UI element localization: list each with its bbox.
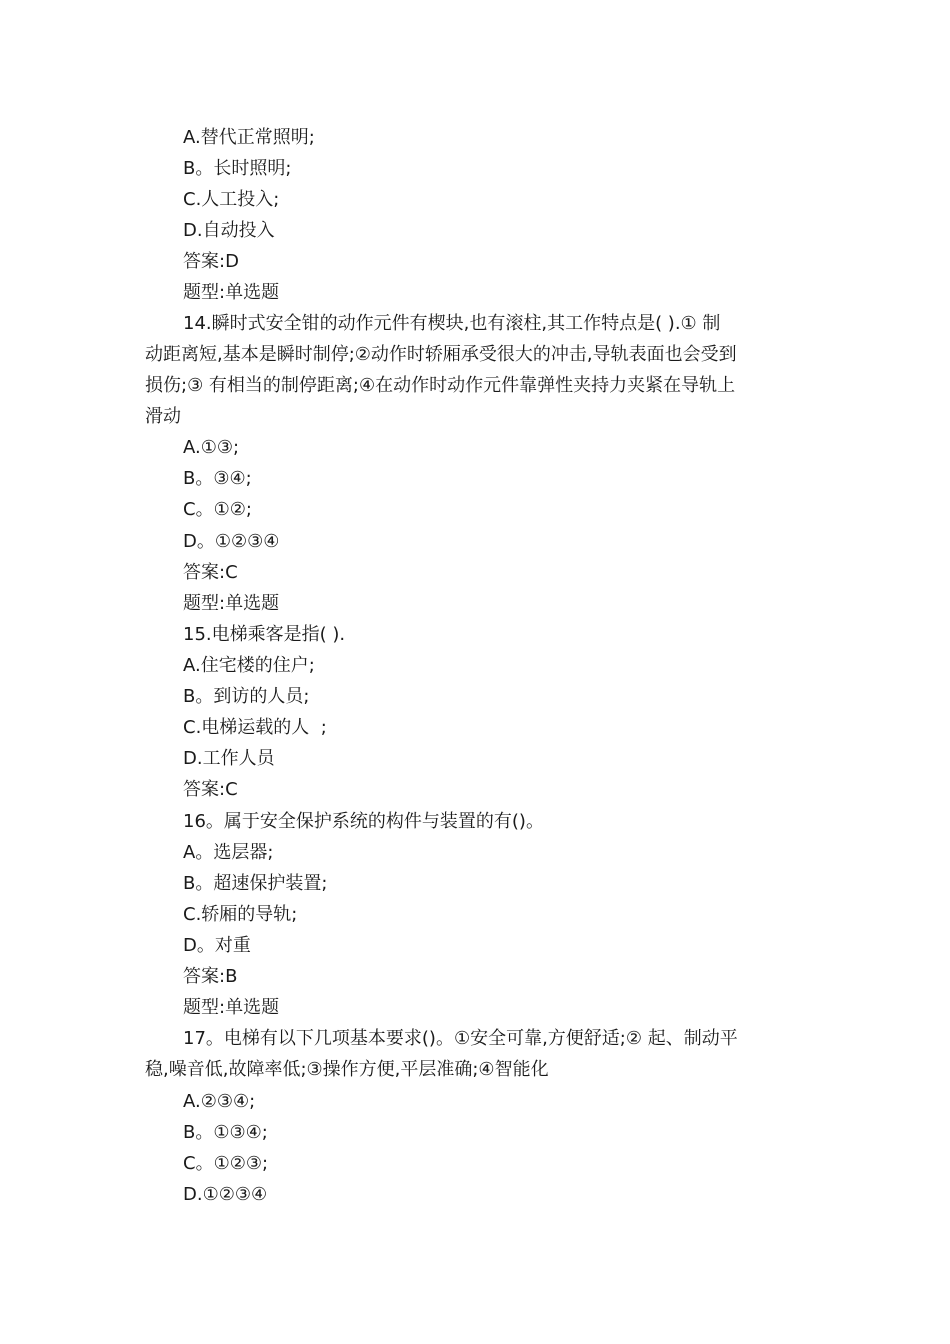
q16-answer: 答案:B [183,966,238,987]
q14-type: 题型:单选题 [183,593,280,614]
q17-option-c: C。①②③; [183,1153,269,1174]
q14-option-c: C。①②; [183,499,252,520]
q13-option-a: A.替代正常照明; [183,127,315,148]
q13-option-c: C.人工投入; [183,189,280,210]
q16-stem: 16。属于安全保护系统的构件与装置的有()。 [183,811,544,832]
q13-option-d: D.自动投入 [183,220,275,241]
q14-option-b: B。③④; [183,468,252,489]
q14-option-a: A.①③; [183,437,240,458]
q15-option-b: B。到访的人员; [183,686,310,707]
q17-stem-line-1: 17。电梯有以下几项基本要求()。①安全可靠,方便舒适;② 起、制动平 [183,1028,738,1049]
q17-option-d: D.①②③④ [183,1184,268,1205]
q13-option-b: B。长时照明; [183,158,292,179]
q17-option-b: B。①③④; [183,1122,268,1143]
q17-stem-line-2: 稳,噪音低,故障率低;③操作方便,平层准确;④智能化 [145,1059,549,1080]
q14-stem-line-2: 动距离短,基本是瞬时制停;②动作时轿厢承受很大的冲击,导轨表面也会受到 [145,344,737,365]
q15-stem: 15.电梯乘客是指( ). [183,624,346,645]
q16-option-c: C.轿厢的导轨; [183,904,298,925]
q14-stem-line-4: 滑动 [145,406,181,427]
q13-type: 题型:单选题 [183,282,280,303]
q16-option-a: A。选层器; [183,842,274,863]
q17-option-a: A.②③④; [183,1091,256,1112]
q13-answer: 答案:D [183,251,239,272]
q16-type: 题型:单选题 [183,997,280,1018]
q14-stem-line-1: 14.瞬时式安全钳的动作元件有楔块,也有滚柱,其工作特点是( ).① 制 [183,313,721,334]
q16-option-d: D。对重 [183,935,251,956]
q16-option-b: B。超速保护装置; [183,873,328,894]
q15-option-d: D.工作人员 [183,748,275,769]
q15-option-a: A.住宅楼的住户; [183,655,315,676]
q14-option-d: D。①②③④ [183,531,280,552]
q15-answer: 答案:C [183,779,238,800]
q14-stem-line-3: 损伤;③ 有相当的制停距离;④在动作时动作元件靠弹性夹持力夹紧在导轨上 [145,375,736,396]
q15-option-c: C.电梯运载的人 ; [183,717,327,738]
q14-answer: 答案:C [183,562,238,583]
